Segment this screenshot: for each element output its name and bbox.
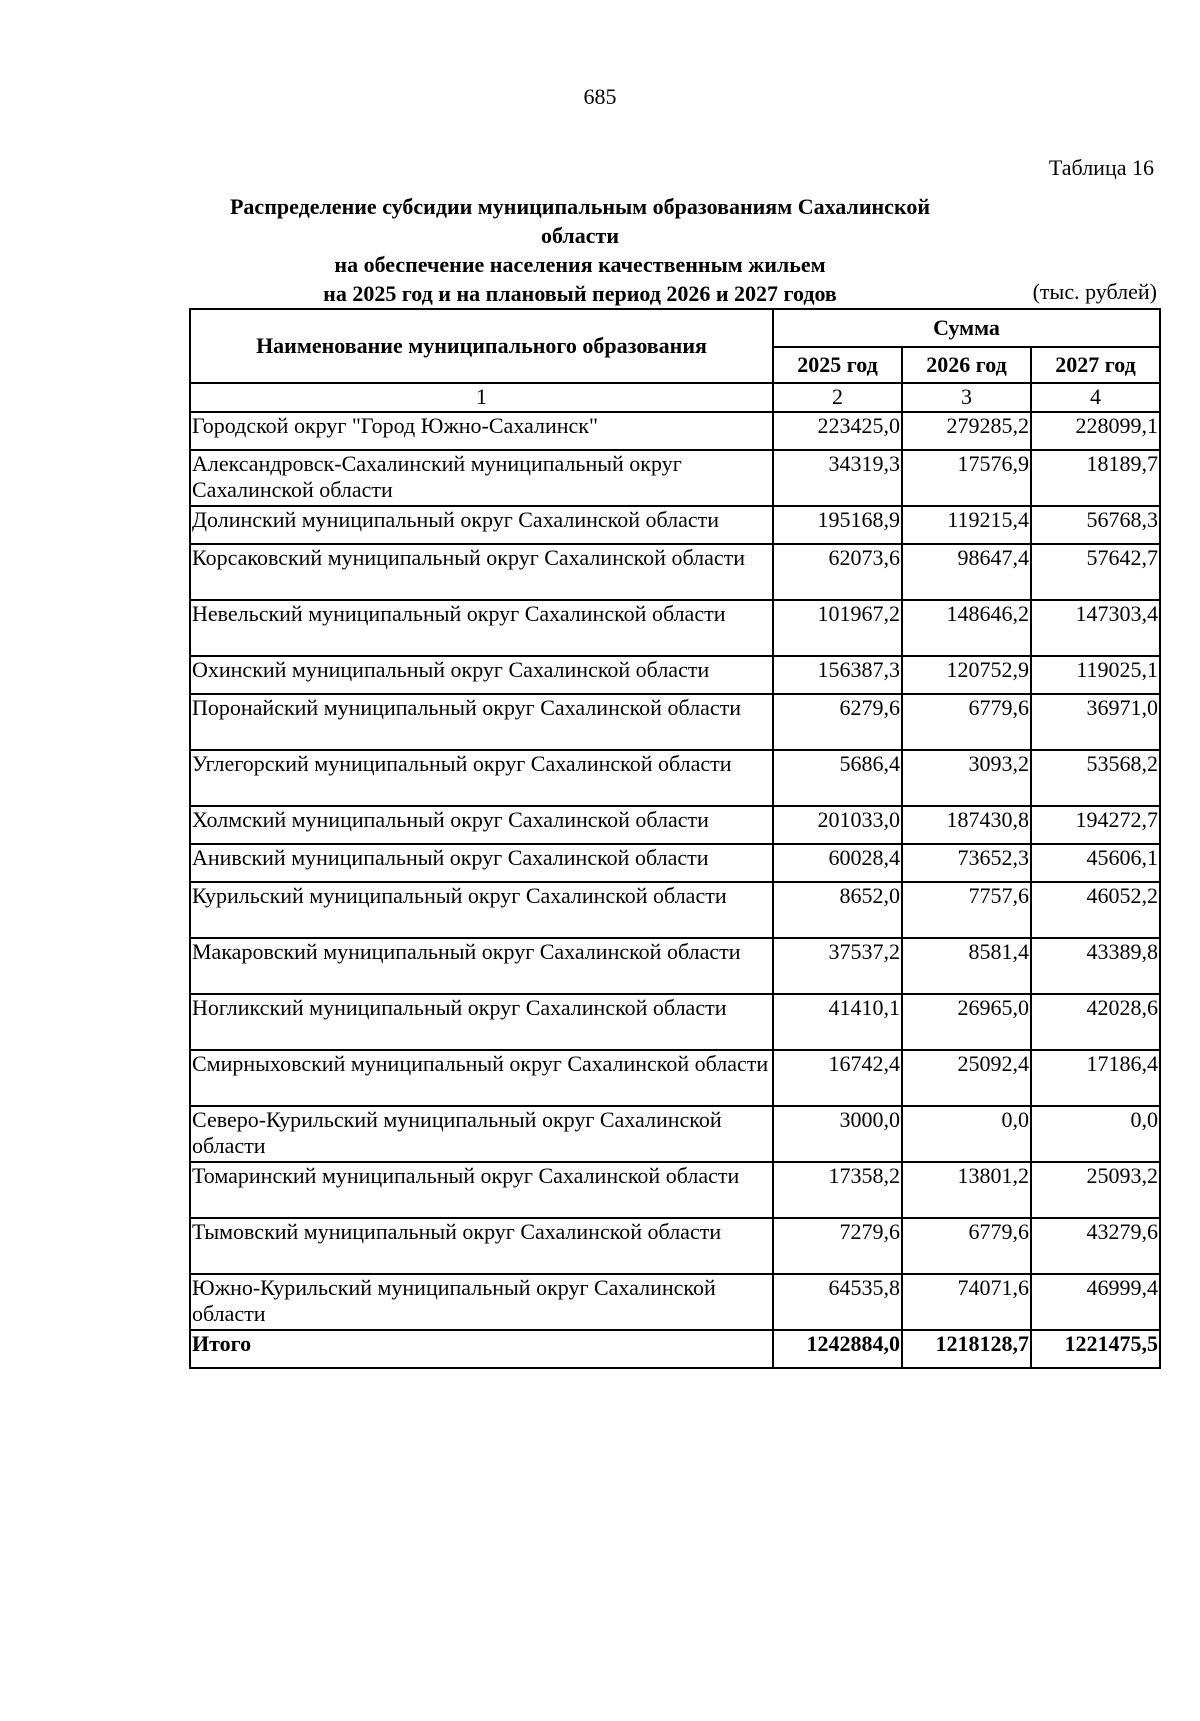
title-line: Распределение субсидии муниципальным образованиям Сахалинской области — [229, 194, 930, 248]
value-2026: 6779,6 — [902, 694, 1031, 750]
value-2025: 6279,6 — [773, 694, 902, 750]
total-label: Итого — [190, 1330, 773, 1368]
table-row — [190, 1218, 1160, 1274]
value-2027: 57642,7 — [1031, 544, 1160, 600]
value-2025: 7279,6 — [773, 1218, 902, 1274]
municipality-name: Александровск-Сахалинский муниципальный округ Сахалинской области — [190, 450, 773, 506]
table-row — [190, 450, 1160, 506]
value-2026: 0,0 — [902, 1106, 1031, 1162]
value-2027: 228099,1 — [1031, 412, 1160, 450]
value-2027: 147303,4 — [1031, 600, 1160, 656]
municipality-name: Городской округ "Город Южно-Сахалинск" — [190, 412, 773, 450]
total-2027: 1221475,5 — [1031, 1330, 1160, 1368]
value-2026: 7757,6 — [902, 882, 1031, 938]
table-row — [190, 1106, 1160, 1162]
title-line: на обеспечение населения качественным жильем — [334, 252, 826, 277]
value-2027: 194272,7 — [1031, 806, 1160, 844]
value-2027: 119025,1 — [1031, 656, 1160, 694]
value-2026: 120752,9 — [902, 656, 1031, 694]
value-2026: 279285,2 — [902, 412, 1031, 450]
value-2025: 62073,6 — [773, 544, 902, 600]
value-2027: 42028,6 — [1031, 994, 1160, 1050]
table-row — [190, 412, 1160, 450]
value-2026: 17576,9 — [902, 450, 1031, 506]
table-row — [190, 694, 1160, 750]
value-2027: 43389,8 — [1031, 938, 1160, 994]
value-2027: 18189,7 — [1031, 450, 1160, 506]
value-2025: 101967,2 — [773, 600, 902, 656]
value-2027: 56768,3 — [1031, 506, 1160, 544]
municipality-name: Макаровский муниципальный округ Сахалинской области — [190, 938, 773, 994]
page-number: 685 — [583, 84, 617, 109]
municipality-name: Анивский муниципальный округ Сахалинской области — [190, 844, 773, 882]
total-2026: 1218128,7 — [902, 1330, 1031, 1368]
total-2025: 1242884,0 — [773, 1330, 902, 1368]
table-row — [190, 506, 1160, 544]
municipality-name: Углегорский муниципальный округ Сахалинской области — [190, 750, 773, 806]
value-2026: 119215,4 — [902, 506, 1031, 544]
municipality-name: Долинский муниципальный округ Сахалинской области — [190, 506, 773, 544]
table-row — [190, 1050, 1160, 1106]
municipality-name: Холмский муниципальный округ Сахалинской области — [190, 806, 773, 844]
value-2027: 45606,1 — [1031, 844, 1160, 882]
value-2025: 8652,0 — [773, 882, 902, 938]
municipality-name: Тымовский муниципальный округ Сахалинской области — [190, 1218, 773, 1274]
value-2026: 74071,6 — [902, 1274, 1031, 1330]
municipality-name: Поронайский муниципальный округ Сахалинской области — [190, 694, 773, 750]
table-row — [190, 806, 1160, 844]
municipality-name: Южно-Курильский муниципальный округ Сахалинской области — [190, 1274, 773, 1330]
column-number: 3 — [902, 383, 1031, 412]
value-2027: 43279,6 — [1031, 1218, 1160, 1274]
table-row — [190, 656, 1160, 694]
value-2025: 17358,2 — [773, 1162, 902, 1218]
column-number: 1 — [190, 383, 773, 412]
municipality-name: Корсаковский муниципальный округ Сахалинской области — [190, 544, 773, 600]
value-2025: 64535,8 — [773, 1274, 902, 1330]
value-2027: 17186,4 — [1031, 1050, 1160, 1106]
value-2025: 37537,2 — [773, 938, 902, 994]
title-line: на 2025 год и на плановый период 2026 и 2027 годов — [323, 281, 837, 306]
municipality-name: Томаринский муниципальный округ Сахалинской области — [190, 1162, 773, 1218]
table-row — [190, 994, 1160, 1050]
header-municipality-name: Наименование муниципального образования — [190, 309, 773, 383]
value-2026: 98647,4 — [902, 544, 1031, 600]
value-2027: 46999,4 — [1031, 1274, 1160, 1330]
value-2026: 73652,3 — [902, 844, 1031, 882]
value-2026: 26965,0 — [902, 994, 1031, 1050]
table-row — [190, 750, 1160, 806]
value-2025: 156387,3 — [773, 656, 902, 694]
units-label: (тыс. рублей) — [1032, 279, 1157, 304]
document-title — [190, 192, 970, 308]
value-2026: 148646,2 — [902, 600, 1031, 656]
value-2025: 41410,1 — [773, 994, 902, 1050]
table-label: Таблица 16 — [1048, 155, 1154, 180]
header-sum: Сумма — [773, 309, 1160, 347]
value-2026: 8581,4 — [902, 938, 1031, 994]
table-row — [190, 1274, 1160, 1330]
value-2025: 16742,4 — [773, 1050, 902, 1106]
municipality-name: Смирныховский муниципальный округ Сахалинской области — [190, 1050, 773, 1106]
value-2026: 3093,2 — [902, 750, 1031, 806]
column-number: 4 — [1031, 383, 1160, 412]
value-2025: 60028,4 — [773, 844, 902, 882]
value-2027: 46052,2 — [1031, 882, 1160, 938]
table-row — [190, 844, 1160, 882]
value-2025: 5686,4 — [773, 750, 902, 806]
value-2025: 3000,0 — [773, 1106, 902, 1162]
value-2026: 187430,8 — [902, 806, 1031, 844]
value-2025: 34319,3 — [773, 450, 902, 506]
column-number: 2 — [773, 383, 902, 412]
value-2025: 195168,9 — [773, 506, 902, 544]
table-body — [190, 412, 1160, 1330]
value-2027: 0,0 — [1031, 1106, 1160, 1162]
header-year-2027: 2027 год — [1031, 347, 1160, 383]
value-2027: 36971,0 — [1031, 694, 1160, 750]
value-2026: 25092,4 — [902, 1050, 1031, 1106]
header-year-2025: 2025 год — [773, 347, 902, 383]
table-row — [190, 600, 1160, 656]
table-row — [190, 1162, 1160, 1218]
table-row — [190, 938, 1160, 994]
header-year-2026: 2026 год — [902, 347, 1031, 383]
municipality-name: Ногликский муниципальный округ Сахалинской области — [190, 994, 773, 1050]
subsidy-table — [189, 308, 1161, 1369]
value-2025: 223425,0 — [773, 412, 902, 450]
municipality-name: Курильский муниципальный округ Сахалинской области — [190, 882, 773, 938]
municipality-name: Невельский муниципальный округ Сахалинской области — [190, 600, 773, 656]
value-2027: 25093,2 — [1031, 1162, 1160, 1218]
municipality-name: Охинский муниципальный округ Сахалинской области — [190, 656, 773, 694]
value-2025: 201033,0 — [773, 806, 902, 844]
value-2027: 53568,2 — [1031, 750, 1160, 806]
value-2026: 13801,2 — [902, 1162, 1031, 1218]
municipality-name: Северо-Курильский муниципальный округ Сахалинской области — [190, 1106, 773, 1162]
value-2026: 6779,6 — [902, 1218, 1031, 1274]
table-row — [190, 882, 1160, 938]
table-row — [190, 544, 1160, 600]
total-row — [190, 1330, 1160, 1368]
